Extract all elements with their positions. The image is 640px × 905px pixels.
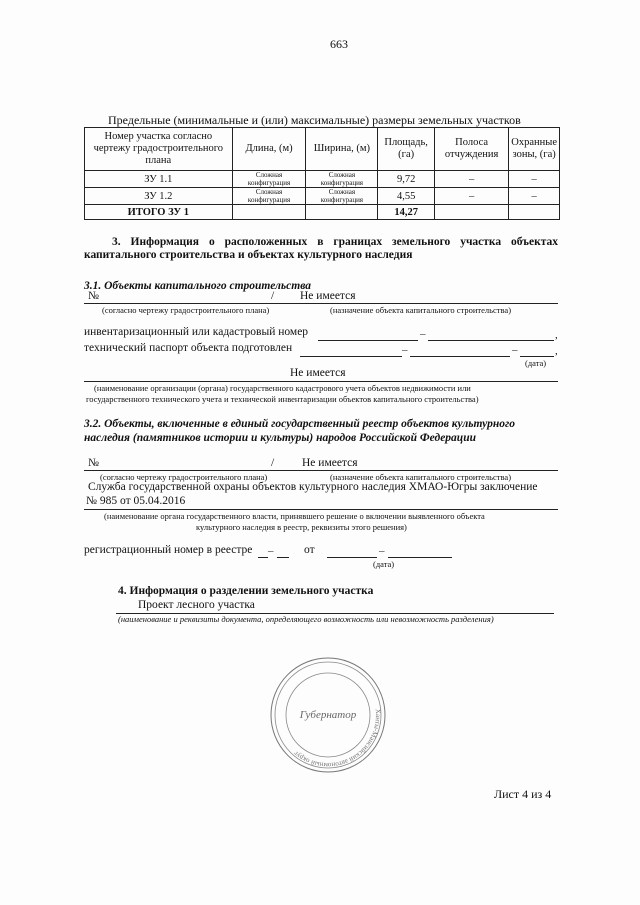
date-line-2 [388,557,452,558]
s32-no: № [88,457,99,469]
org-caption-2: государственного технического учета и технической инвентаризации объектов капитального строительства) [86,394,479,404]
table-row: ЗУ 1.2 Сложная конфигурация Сложная конфигурация 4,55 – – [85,188,560,205]
s31-caption-purpose: (назначение объекта капитального строительства) [330,305,512,315]
sheet-number: Лист 4 из 4 [494,787,552,801]
reg-from: от [304,544,315,556]
header-length: Длина, (м) [232,128,306,171]
section3-heading: 3. Информация о расположенных в границах земельного участка объектах капитального строительства и объектах культурного наследия [84,236,558,261]
org-underline [84,381,558,382]
s32-slash: / [271,457,275,469]
s31-none: Не имеется [300,290,356,302]
passport-date-caption: (дата) [525,358,547,368]
header-protection-zones: Охранные зоны, (га) [509,128,560,171]
service-line-2: № 985 от 05.04.2016 [86,495,186,507]
table-caption: Предельные (минимальные и (или) максимальные) размеры земельных участков [108,113,521,127]
s31-slash: / [271,290,275,302]
registration-label: регистрационный номер в реестре [84,544,253,556]
reg-line-2 [277,557,289,558]
s31-none-2: Не имеется [290,367,346,379]
page-number: 663 [330,37,348,51]
passport-dash: – [402,344,408,356]
inventory-line-2 [428,340,554,341]
s31-caption-plan: (согласно чертежу градостроительного плана) [102,305,270,315]
header-width: Ширина, (м) [306,128,378,171]
table-total-row: ИТОГО ЗУ 1 14,27 [85,205,560,220]
date-caption: (дата) [373,559,395,569]
s32-title-1: 3.2. Объекты, включенные в единый государственный реестр объектов культурного [84,418,515,430]
s31-title: 3.1. Объекты капитального строительства [84,280,312,292]
s32-underline [84,470,558,471]
stamp-ring-text: Ханты-Мансийский автономный округ [291,708,383,770]
passport-line-2 [410,356,510,357]
section4-project: Проект лесного участка [138,599,255,611]
header-plot-number: Номер участка согласно чертежу градостроительного плана [85,128,233,171]
authority-caption-1: (наименование органа государственного власти, принявшего решение о включении выявленного объекта [104,511,485,521]
passport-comma: , [555,345,558,357]
date-line-1 [327,557,377,558]
section4-caption: (наименование и реквизиты документа, определяющего возможность или невозможность разделения) [118,614,494,624]
date-dash: – [379,545,385,557]
s32-none: Не имеется [302,457,358,469]
s32-caption-purpose: (назначение объекта капитального строительства) [330,472,512,482]
reg-line-1 [258,557,268,558]
header-strip: Полоса отчуждения [434,128,508,171]
reg-dash: – [268,545,274,557]
passport-line-1 [300,356,402,357]
s32-caption-plan: (согласно чертежу градостроительного плана) [100,472,268,482]
service-line-1: Служба государственной охраны объектов культурного наследия ХМАО-Югры заключение [88,481,538,493]
header-area: Площадь, (га) [378,128,435,171]
s31-no: № [88,290,99,302]
section4-heading: 4. Информация о разделении земельного участка [118,585,374,597]
limits-table [84,127,560,220]
inventory-comma: , [555,329,558,341]
passport-label: технический паспорт объекта подготовлен [84,342,293,354]
governor-stamp [268,655,388,775]
s32-title-2: наследия (памятников истории и культуры) народов Российской Федерации [84,432,476,444]
passport-dash-2: – [512,344,518,356]
table-row: ЗУ 1.1 Сложная конфигурация Сложная конфигурация 9,72 – – [85,171,560,188]
inventory-dash: – [420,328,426,340]
inventory-label: инвентаризационный или кадастровый номер [84,326,309,338]
stamp-text: Губернатор [299,709,357,721]
inventory-line-1 [318,340,418,341]
s31-underline [84,303,558,304]
service-underline [84,509,558,510]
passport-line-3 [520,356,554,357]
org-caption-1: (наименование организации (органа) государственного кадастрового учета объектов недвижимости или [94,383,471,393]
authority-caption-2: культурного наследия в реестр, реквизиты этого решения) [196,522,407,532]
